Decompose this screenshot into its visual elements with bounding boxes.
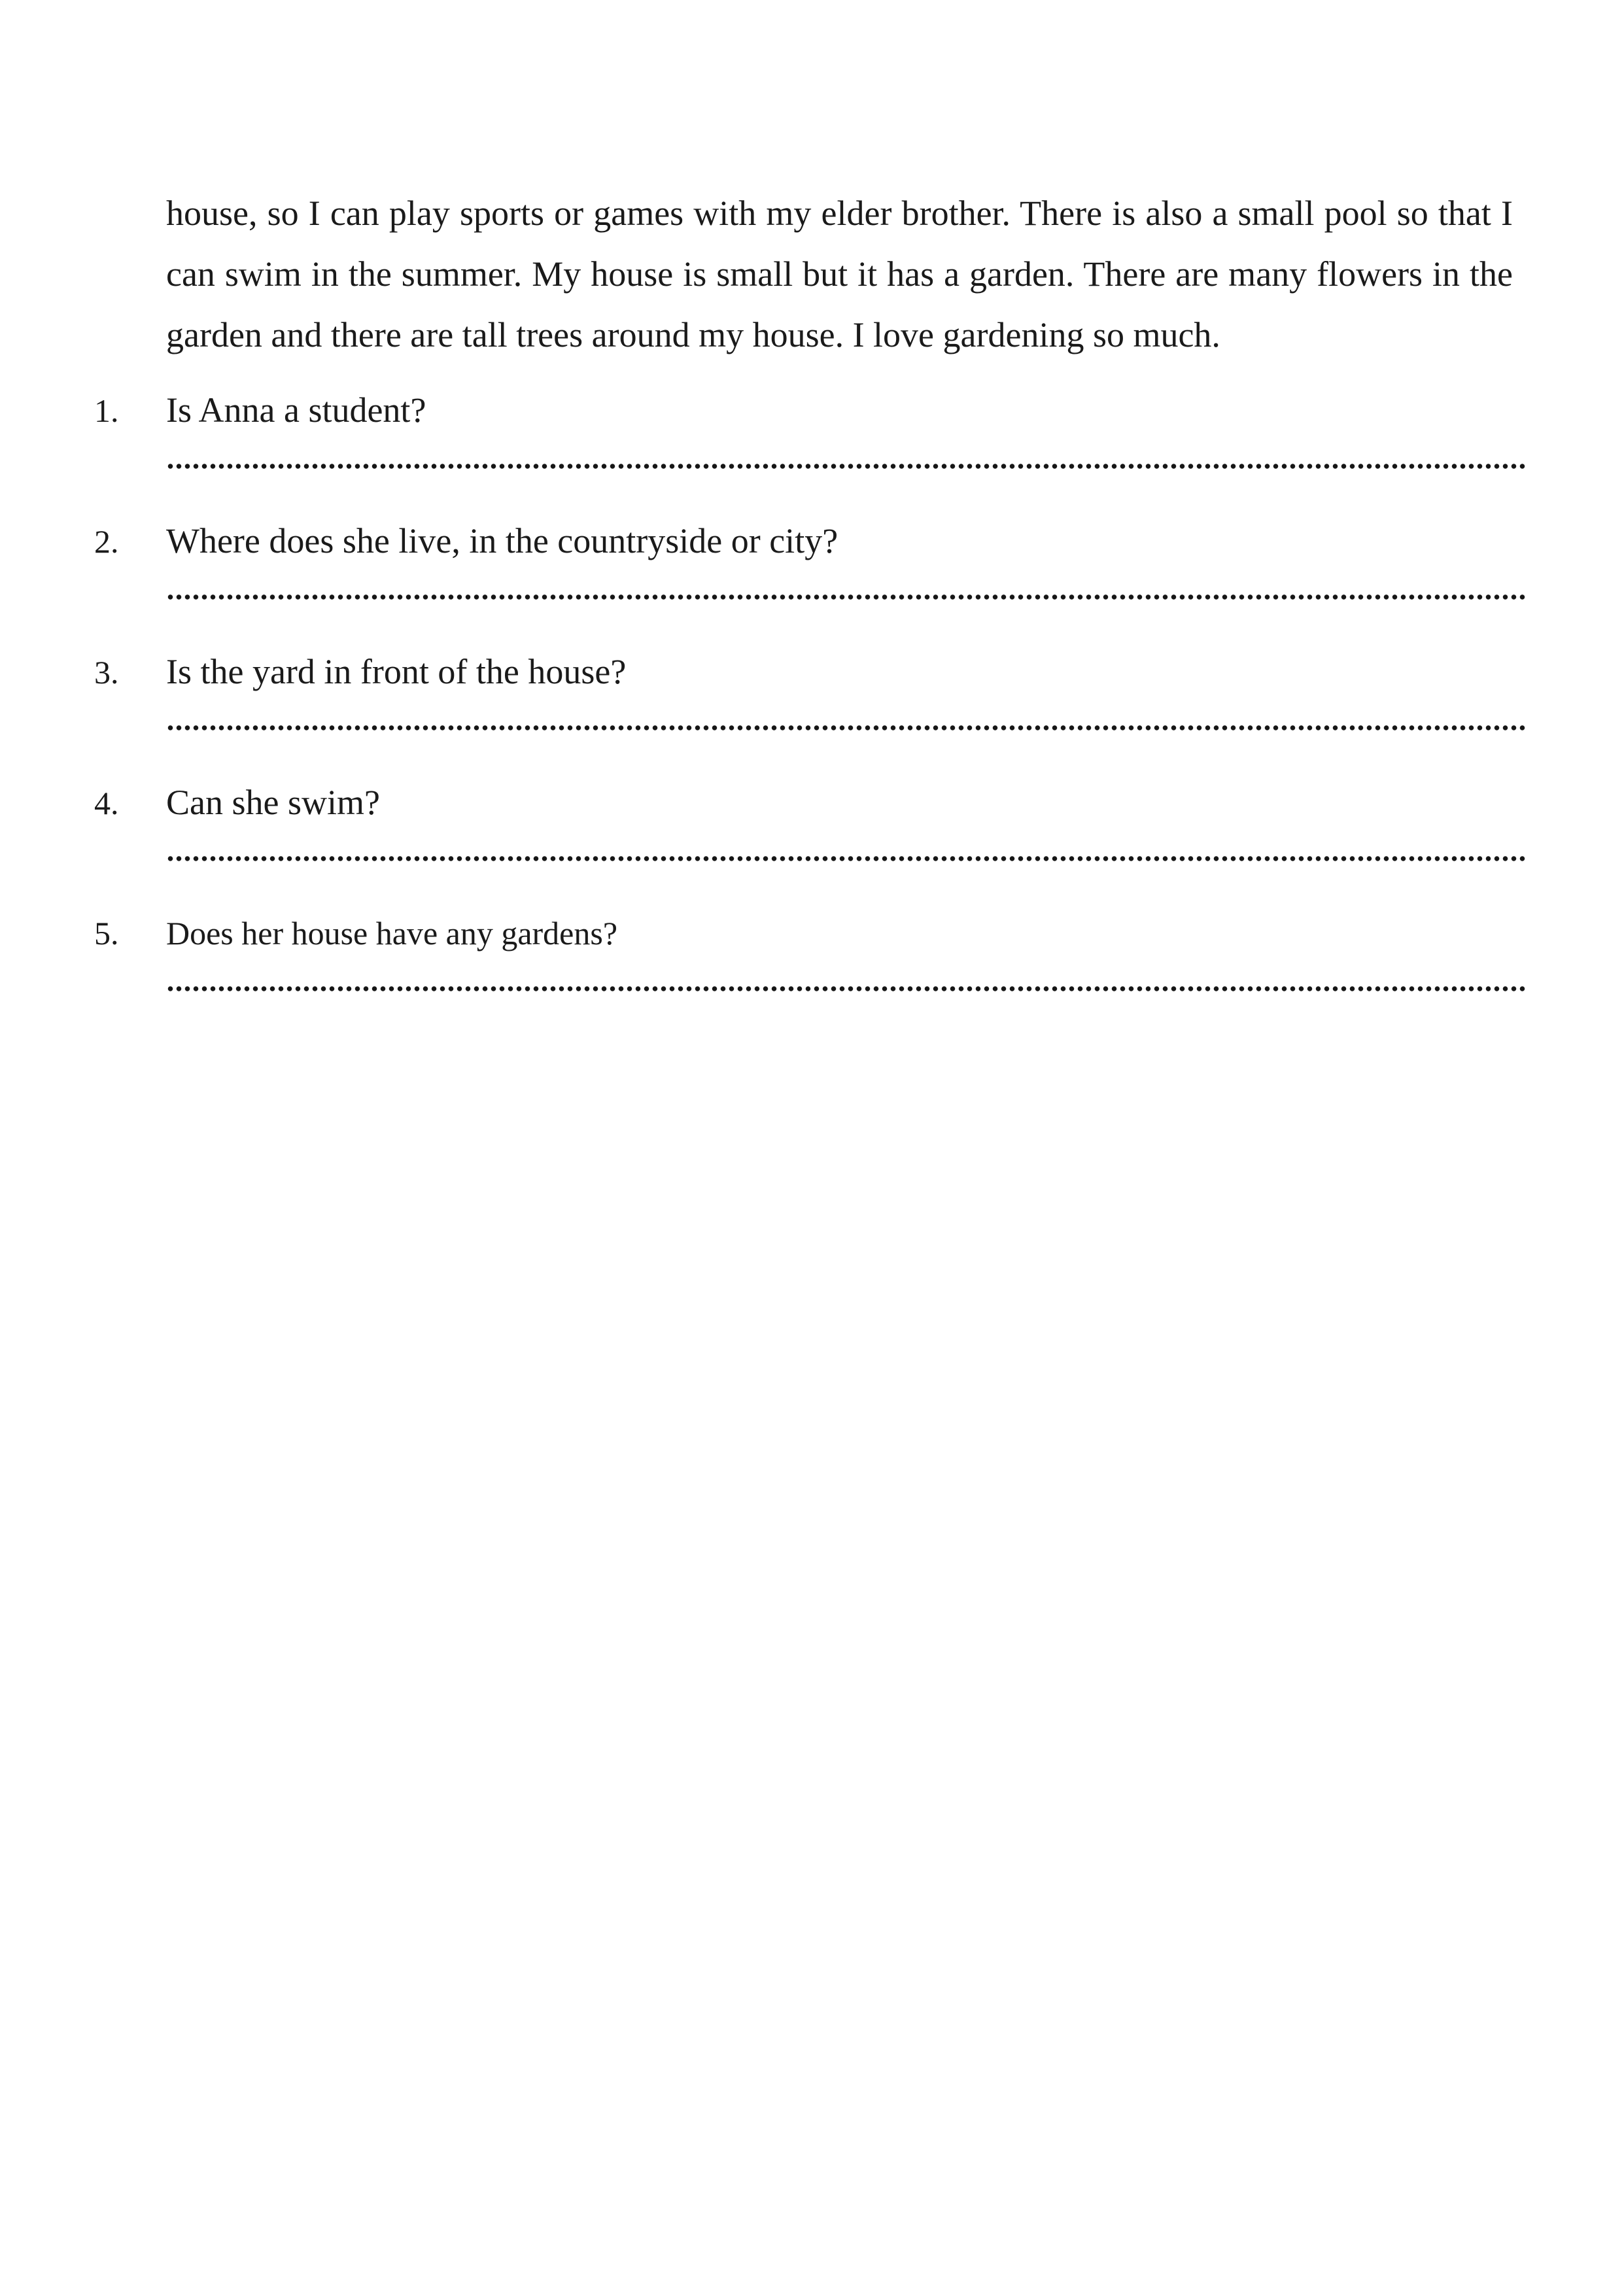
- question-text: Where does she live, in the countryside or city?: [166, 521, 838, 560]
- question-number: 4.: [94, 785, 119, 821]
- answer-dotted-line: [166, 592, 1526, 602]
- question-text: Is Anna a student?: [166, 390, 426, 430]
- question-number: 3.: [94, 654, 119, 691]
- question-item: [0, 511, 1526, 572]
- question-text: Can she swim?: [166, 783, 380, 822]
- passage-paragraph: house, so I can play sports or games with my elder brother. There is also a small pool so that I can swim in the summer. My house is small but it has a garden. There are many flowers in the garden and there are tall trees around my house. I love gardening so much.: [166, 194, 1513, 354]
- question-number: 2.: [94, 523, 119, 560]
- answer-dotted-line: [166, 723, 1526, 733]
- answer-dotted-line: [166, 984, 1526, 994]
- question-item: [0, 380, 1526, 441]
- answer-dotted-line: [166, 853, 1526, 864]
- question-item: [0, 642, 1526, 703]
- question-item: [0, 772, 1526, 834]
- question-text: Does her house have any gardens?: [166, 915, 618, 951]
- question-item: [0, 903, 1526, 964]
- question-number: 5.: [94, 915, 119, 951]
- answer-dotted-line: [166, 461, 1526, 471]
- question-number: 1.: [94, 392, 119, 429]
- question-text: Is the yard in front of the house?: [166, 652, 627, 691]
